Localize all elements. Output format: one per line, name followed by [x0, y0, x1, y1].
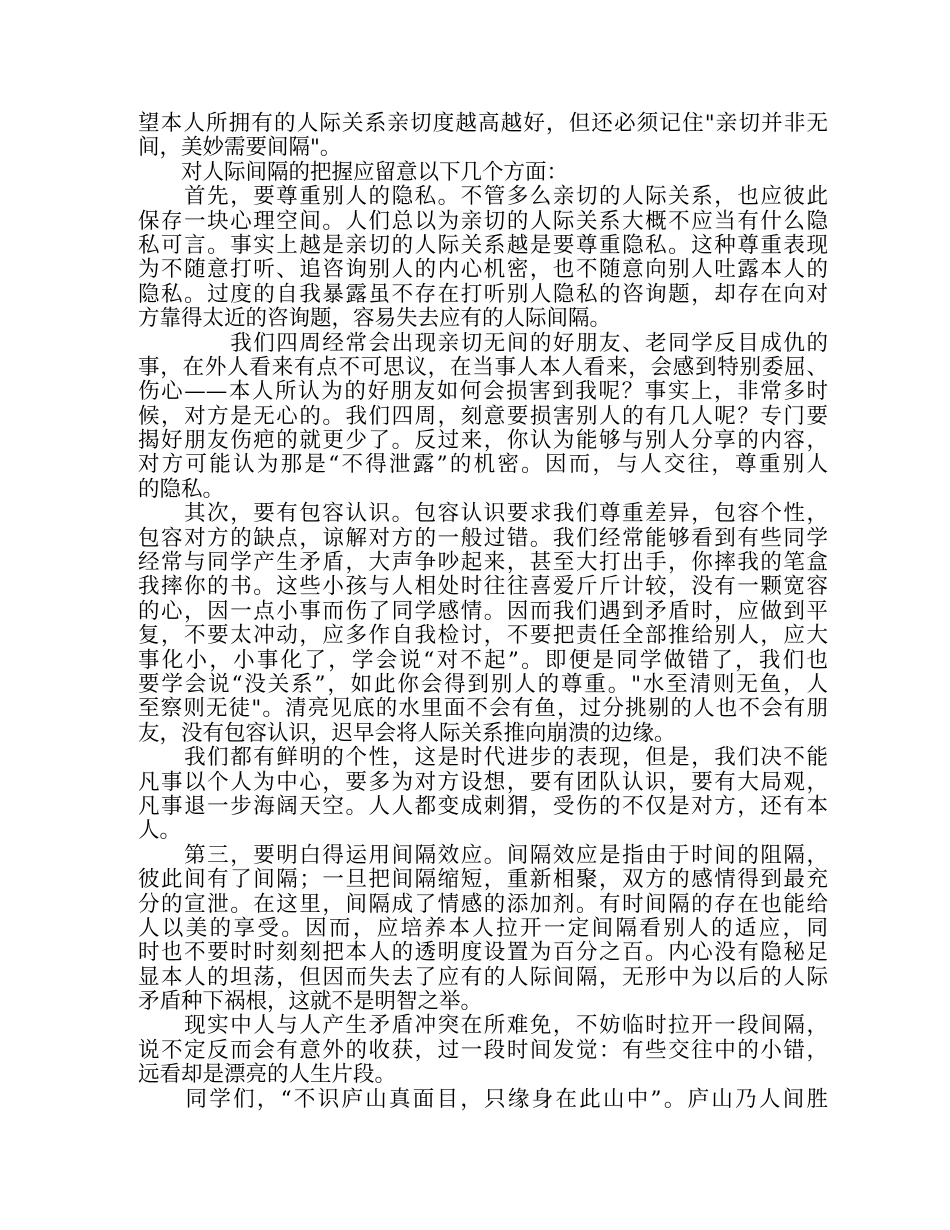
text-line: 间，美妙需要间隔"。 — [138, 135, 342, 161]
text-line: 的心，因一点小事而伤了同学感情。因而我们遇到矛盾时，应做到平 — [138, 598, 828, 624]
text-line: 时也不要时时刻刻把本人的透明度设置为百分之百。内心没有隐秘足 — [138, 940, 828, 966]
text-line: 伤心——本人所认为的好朋友如何会损害到我呢？事实上，非常多时 — [138, 379, 828, 405]
text-line: 复，不要太冲动，应多作自我检讨，不要把责任全部推给别人，应大 — [138, 623, 828, 649]
text-line: 的隐私。 — [138, 476, 225, 502]
text-line: 人。 — [138, 818, 182, 844]
text-line: 同学们，“不识庐山真面目，只缘身在此山中”。庐山乃人间胜 — [138, 1086, 828, 1112]
text-line: 凡事退一步海阔天空。人人都变成刺猬，受伤的不仅是对方，还有本 — [138, 793, 828, 819]
text-line: 其次，要有包容认识。包容认识要求我们尊重差异，包容个性， — [138, 501, 828, 527]
text-line: 我们四周经常会出现亲切无间的好朋友、老同学反目成仇的 — [138, 330, 828, 356]
text-line: 经常与同学产生矛盾，大声争吵起来，甚至大打出手，你摔我的笔盒 — [138, 550, 828, 576]
text-line: 远看却是漂亮的人生片段。 — [138, 1062, 397, 1088]
text-line: 揭好朋友伤疤的就更少了。反过来，你认为能够与别人分享的内容， — [138, 428, 828, 454]
text-line: 现实中人与人产生矛盾冲突在所难免，不妨临时拉开一段间隔， — [138, 1013, 828, 1039]
text-line: 包容对方的缺点，谅解对方的一般过错。我们经常能够看到有些同学 — [138, 525, 828, 551]
text-line: 候，对方是无心的。我们四周，刻意要损害别人的有几人呢？专门要 — [138, 403, 828, 429]
text-line: 彼此间有了间隔；一旦把间隔缩短，重新相聚，双方的感情得到最充 — [138, 867, 828, 893]
text-line: 要学会说“没关系”，如此你会得到别人的尊重。"水至清则无鱼，人 — [138, 671, 828, 697]
text-line: 望本人所拥有的人际关系亲切度越高越好，但还必须记住"亲切并非无 — [138, 111, 828, 136]
document-body-text — [138, 112, 828, 1112]
text-line: 事，在外人看来有点不可思议，在当事人本人看来，会感到特别委屈、 — [138, 354, 828, 380]
text-line: 为不随意打听、追咨询别人的内心机密，也不随意向别人吐露本人的 — [138, 257, 828, 283]
text-line: 对人际间隔的把握应留意以下几个方面： — [138, 159, 569, 185]
text-line: 首先，要尊重别人的隐私。不管多么亲切的人际关系，也应彼此 — [138, 184, 828, 210]
text-line: 保存一块心理空间。人们总以为亲切的人际关系大概不应当有什么隐 — [138, 208, 828, 234]
text-line: 说不定反而会有意外的收获，过一段时间发觉：有些交往中的小错， — [138, 1037, 828, 1063]
text-line: 友，没有包容认识，迟早会将人际关系推向崩溃的边缘。 — [138, 720, 676, 746]
text-line: 矛盾种下祸根，这就不是明智之举。 — [138, 989, 483, 1015]
text-line: 我们都有鲜明的个性，这是时代进步的表现，但是，我们决不能 — [138, 745, 828, 771]
text-line: 隐私。过度的自我暴露虽不存在打听别人隐私的咨询题，却存在向对 — [138, 281, 828, 307]
text-line: 至察则无徒"。清亮见底的水里面不会有鱼，过分挑剔的人也不会有朋 — [138, 696, 828, 722]
text-line: 显本人的坦荡，但因而失去了应有的人际间隔，无形中为以后的人际 — [138, 964, 828, 990]
text-line: 人以美的享受。因而，应培养本人拉开一定间隔看别人的适应，同 — [138, 915, 828, 941]
text-line: 对方可能认为那是“不得泄露”的机密。因而，与人交往，尊重别人 — [138, 452, 828, 478]
text-line: 方靠得太近的咨询题，容易失去应有的人际间隔。 — [138, 306, 612, 332]
text-line: 私可言。事实上越是亲切的人际关系越是要尊重隐私。这种尊重表现 — [138, 232, 828, 258]
text-line: 第三，要明白得运用间隔效应。间隔效应是指由于时间的阻隔， — [138, 842, 828, 868]
text-line: 事化小，小事化了，学会说“对不起”。即便是同学做错了，我们也 — [138, 647, 828, 673]
text-line: 我摔你的书。这些小孩与人相处时往往喜爱斤斤计较，没有一颗宽容 — [138, 574, 828, 600]
text-line: 分的宣泄。在这里，间隔成了情感的添加剂。有时间隔的存在也能给 — [138, 891, 828, 917]
text-line: 凡事以个人为中心，要多为对方设想，要有团队认识，要有大局观， — [138, 769, 828, 795]
